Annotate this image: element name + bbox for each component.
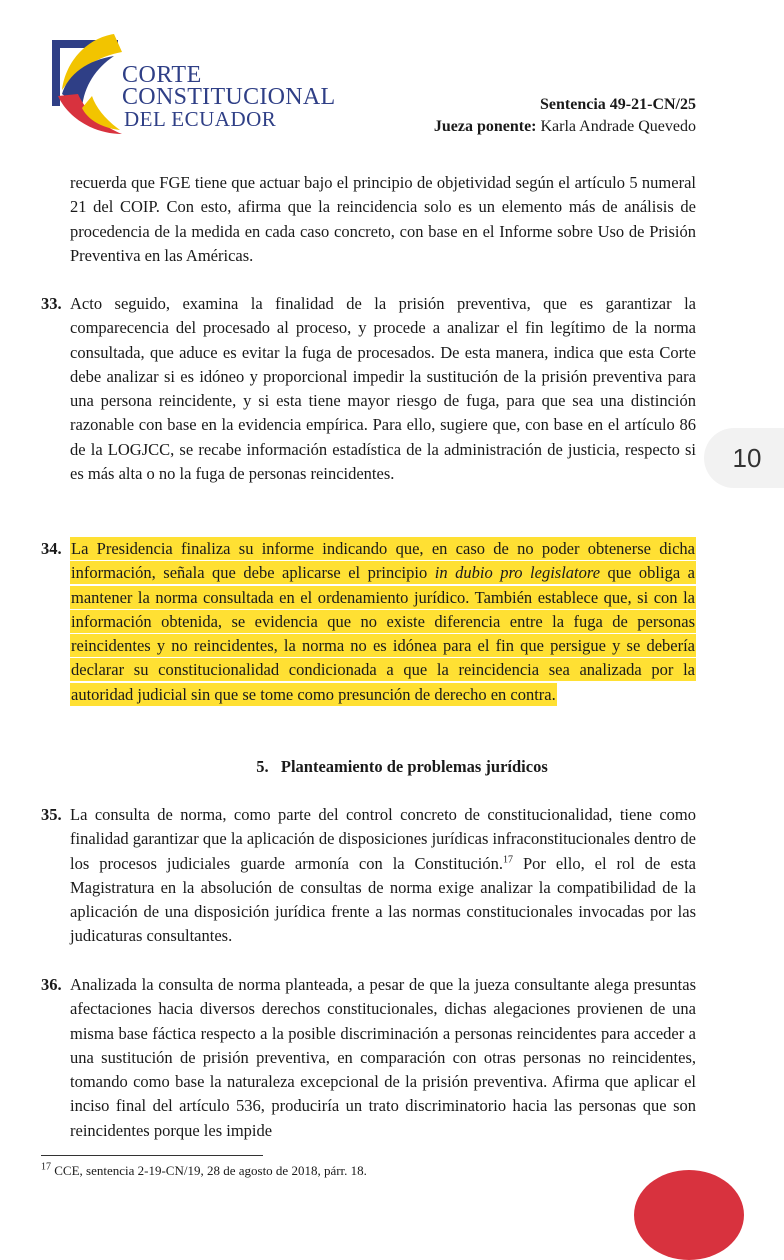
court-name <box>122 64 336 130</box>
logo-line-3: DEL ECUADOR <box>124 107 277 131</box>
p34-latin-phrase: in dubio pro legislatore <box>434 563 601 583</box>
section-number: 5. <box>256 757 269 776</box>
intro-paragraph: recuerda que FGE tiene que actuar bajo el principio de objetividad según el artículo 5 numeral 21 del COIP. Con esto, afirma que la reincidencia solo es un elemento más de análisis de procedencia de la medida en cada caso concreto, con base en el Informe sobre Uso de Prisión Preventiva en las Américas. <box>70 173 696 265</box>
paragraph-number-35: 35. <box>41 805 62 824</box>
p35-text-a: La consulta de norma, como parte del control concreto de constitucionalidad, tiene como finalidad garantizar que la aplicación de disposiciones jurídicas infraconstitucionales dentro de los procesos judiciales guarde armonía con la Constitución. <box>70 805 696 873</box>
page-number-tab[interactable] <box>704 428 784 488</box>
paragraph-35 <box>70 803 696 949</box>
sentencia-number: Sentencia 49-21-CN/25 <box>540 96 696 113</box>
footnote-text: CCE, sentencia 2-19-CN/19, 28 de agosto de 2018, párr. 18. <box>51 1163 367 1178</box>
jueza-name: Karla Andrade Quevedo <box>540 118 696 135</box>
logo-line-1: CORTE <box>122 62 202 88</box>
paragraph-33: Acto seguido, examina la finalidad de la prisión preventiva, que es garantizar la comparecencia del procesado al proceso, y procede a analizar el fin legítimo de la norma consultada, que aduce es evitar la fuga de procesados. De esta manera, indica que esta Corte debe analizar si es idóneo y proporcional impedir la sustitución de la prisión preventiva para una persona reincidente, y si esta tiene mayor riesgo de fuga, para que sea una distinción razonable con base en la evidencia empírica. Para ello, sugiere que, con base en el artículo 86 de la LOGJCC, se recabe información estadística de la administración de justicia, respecto si es más alta o no la fuga de personas reincidentes. <box>70 294 696 484</box>
paragraph-34 <box>70 537 696 707</box>
footnote-divider <box>41 1155 263 1156</box>
case-header <box>434 94 696 138</box>
p34-text-b: que obliga a mantener la norma consultada en el ordenamiento jurídico. También establece que, si con la información obtenida, se evidencia que no existe diferencia entre la fuga de personas reincidentes y no reincidentes, la norma no es idónea para el fin que persigue y se debería declarar su constitucionalidad condicionada a que la reincidencia sea analizada por la autoridad judicial sin que se tome como presunción de derecho en contra. <box>71 563 695 704</box>
paragraph-number-34: 34. <box>41 539 62 558</box>
paragraph-number-36: 36. <box>41 975 62 994</box>
page-number: 10 <box>732 442 762 473</box>
floating-action-button[interactable] <box>634 1170 744 1260</box>
paragraph-number-33: 33. <box>41 294 62 313</box>
section-title-text: Planteamiento de problemas jurídicos <box>280 757 548 776</box>
jueza-label: Jueza ponente: <box>433 118 537 135</box>
highlighted-text <box>70 537 696 706</box>
logo-line-2: CONSTITUCIONAL <box>122 84 336 110</box>
footnote-ref[interactable]: 17 <box>503 854 514 866</box>
footnote-number: 17 <box>41 1161 51 1173</box>
paragraph-36: Analizada la consulta de norma planteada, a pesar de que la jueza consultante alega presuntas afectaciones hacia diversos derechos constitucionales, dichas alegaciones provienen de una misma base fáctica respecto a la posible discriminación a personas reincidentes para acceder a una sustitución de prisión preventiva, en comparación con otras personas no reincidentes, tomando como base la naturaleza excepcional de la prisión preventiva. Afirma que aplicar el inciso final del artículo 536, produciría un trato discriminatorio hacia las personas que son reincidentes porque les impide <box>70 975 696 1140</box>
footnote <box>41 1163 367 1179</box>
p34-text-a: La Presidencia finaliza su informe indicando que, en caso de no poder obtenerse dicha información, señala que debe aplicarse el principio <box>71 539 695 583</box>
p35-text-b: Por ello, el rol de esta Magistratura en la absolución de consultas de norma exige analizar la compatibilidad de la aplicación de una disposición jurídica frente a las normas constitucionales invocadas por las judicaturas consultantes. <box>70 853 696 946</box>
section-heading <box>0 757 784 777</box>
